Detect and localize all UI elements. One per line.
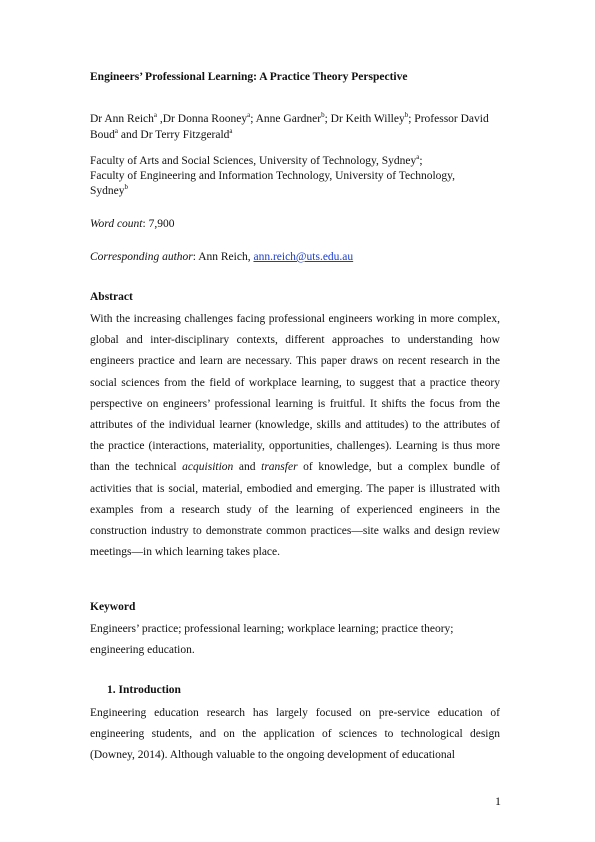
author-willey: ; Dr Keith Willey	[324, 113, 405, 125]
introduction-text: Engineering education research has largely focused on pre-service education of engineering students, and on the application of sciences to technological design (Downey, 2014). Although valuable to the ongoing development of educational	[90, 707, 500, 762]
page-number: 1	[495, 794, 501, 808]
abstract-text: With the increasing challenges facing professional engineers working in more complex, global and inter-disciplinary contexts, different approaches to understanding how engineers practice and learn are necessary. This paper draws on recent research in the social sciences from the field of workplace learning, to suggest that a practice theory perspective on engineers’ professional learning is fruitful. It shifts the focus from the attributes of the individual learner (knowledge, skills and attitudes) to the attributes of the practice (interactions, materiality, opportunities, challenges). Learning is thus more than the technical acquisition and transfer of knowledge, but a complex bundle of activities that is social, material, embodied and emerging. The paper is illustrated with examples from a research study of the learning of experienced engineers in the construction industry to demonstrate common practices—site walks and design review meetings—in which learning takes place.	[90, 313, 500, 559]
keyword-text: Engineers’ practice; professional learning; workplace learning; practice theory; engineering education.	[90, 623, 454, 657]
author-reich: Dr Ann Reich	[90, 113, 154, 125]
corresponding-author: Corresponding author: Ann Reich, ann.reich@uts.edu.au	[90, 251, 354, 263]
author-gardner: ; Anne Gardner	[250, 113, 322, 125]
paper-title: Engineers’ Professional Learning: A Practice Theory Perspective	[90, 71, 408, 83]
email-link[interactable]: ann.reich@uts.edu.au	[253, 251, 354, 263]
author-rooney: ,Dr Donna Rooney	[157, 113, 248, 125]
affiliations	[90, 154, 495, 199]
affiliation-a: Faculty of Arts and Social Sciences, University of Technology, Sydney$^a$;	[90, 153, 423, 167]
author-list: Dr Ann Reich$^a$ ,Dr Donna Rooney$^a$; Anne Gardner$^b$; Dr Keith Willey$^b$; Professor David Boud$^a$ and Dr Terry Fitzgerald$^a$	[90, 111, 489, 141]
author-fitzgerald: and Dr Terry Fitzgerald	[118, 129, 230, 141]
author-boud: ; Professor David Boud	[90, 113, 489, 141]
affiliation-b: Faculty of Engineering and Information Technology, University of Technology, Sydney$^b$	[90, 170, 456, 197]
keyword-heading: Keyword	[90, 601, 136, 613]
word-count: Word count: 7,900	[90, 218, 175, 230]
abstract-heading: Abstract	[90, 291, 133, 303]
introduction-heading: 1. Introduction	[107, 684, 181, 696]
